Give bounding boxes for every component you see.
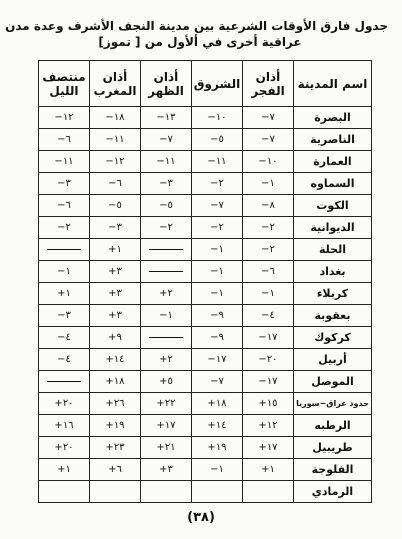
- dash-line: [47, 381, 81, 382]
- time-diff-cell: ١٧−: [243, 371, 294, 393]
- table-row: [39, 437, 372, 459]
- time-diff-cell: ٢٢+: [141, 393, 192, 415]
- time-diff-cell: ١−: [192, 283, 243, 305]
- time-diff-cell: ٣−: [90, 217, 141, 239]
- time-diff-cell: [39, 481, 90, 503]
- header-fajr: أذان الفجر: [243, 61, 294, 107]
- time-diff-cell: ٦+: [90, 459, 141, 481]
- time-diff-cell: ١٤+: [192, 415, 243, 437]
- table-row: [39, 481, 372, 503]
- time-diff-cell: ١−: [192, 261, 243, 283]
- time-diff-cell: ٧−: [192, 195, 243, 217]
- time-diff-cell: ٩−: [192, 305, 243, 327]
- time-diff-cell: ٢٦+: [90, 393, 141, 415]
- city-name-cell: الفلوجة: [294, 459, 372, 481]
- time-diff-cell: ٧−: [192, 371, 243, 393]
- time-diff-cell: ٧−: [243, 107, 294, 129]
- time-diff-cell: ٢−: [192, 173, 243, 195]
- table-row: [39, 459, 372, 481]
- table-row: [39, 107, 372, 129]
- time-diff-cell: ١٢+: [243, 415, 294, 437]
- time-diff-cell: ٣−: [39, 173, 90, 195]
- time-diff-cell: ٨−: [243, 195, 294, 217]
- time-diff-cell: ٢٠+: [39, 393, 90, 415]
- table-row: [39, 305, 372, 327]
- time-diff-cell: ٣+: [90, 305, 141, 327]
- time-diff-cell: ٤−: [39, 349, 90, 371]
- time-diff-cell: ١٠−: [192, 107, 243, 129]
- header-sunrise: الشروق: [192, 61, 243, 107]
- time-diff-cell: ٢٣+: [90, 437, 141, 459]
- time-diff-cell: ١−: [192, 459, 243, 481]
- time-diff-cell: ٧−: [243, 129, 294, 151]
- city-name-cell: الموصل: [294, 371, 372, 393]
- time-diff-cell: [141, 481, 192, 503]
- time-diff-cell: ٦−: [39, 195, 90, 217]
- dash-line: [47, 249, 81, 250]
- time-diff-cell: ١−: [141, 305, 192, 327]
- time-diff-cell: ١٧+: [243, 437, 294, 459]
- table-row: [39, 371, 372, 393]
- title-line-2: عراقية أخرى في ألأول من [ تموز]: [98, 35, 302, 49]
- time-diff-cell: ٢−: [243, 239, 294, 261]
- header-maghrib: أذان المغرب: [90, 61, 141, 107]
- time-diff-cell: [141, 261, 192, 283]
- time-diff-cell: ١+: [243, 459, 294, 481]
- time-diff-cell: ٢٠+: [39, 437, 90, 459]
- time-diff-cell: [39, 371, 90, 393]
- time-diff-cell: ٣+: [90, 283, 141, 305]
- city-name-cell: الكوت: [294, 195, 372, 217]
- city-name-cell: السماوه: [294, 173, 372, 195]
- table-row: [39, 129, 372, 151]
- time-diff-cell: ١٨−: [90, 107, 141, 129]
- time-diff-cell: ١+: [39, 459, 90, 481]
- table-row: [39, 151, 372, 173]
- time-diff-cell: ١٠−: [243, 151, 294, 173]
- prayer-time-difference-table: [38, 60, 372, 503]
- time-diff-cell: ١١−: [192, 151, 243, 173]
- time-diff-cell: ١٧−: [192, 349, 243, 371]
- table-row: [39, 195, 372, 217]
- header-city: اسم المدينة: [294, 61, 372, 107]
- time-diff-cell: ٢−: [192, 217, 243, 239]
- time-diff-cell: ٦−: [243, 261, 294, 283]
- time-diff-cell: ١−: [192, 239, 243, 261]
- time-diff-cell: ١٣−: [141, 107, 192, 129]
- time-diff-cell: ٤−: [243, 305, 294, 327]
- time-diff-cell: ٢+: [141, 283, 192, 305]
- time-diff-cell: ٥−: [141, 195, 192, 217]
- time-diff-cell: ٣+: [141, 459, 192, 481]
- time-diff-cell: ١−: [243, 283, 294, 305]
- time-diff-cell: ٣−: [141, 173, 192, 195]
- time-diff-cell: ٢−: [39, 217, 90, 239]
- time-diff-cell: ١٢−: [90, 151, 141, 173]
- header-midnight: منتصف الليل: [39, 61, 90, 107]
- time-diff-cell: ١٨+: [90, 371, 141, 393]
- time-diff-cell: [141, 327, 192, 349]
- time-diff-cell: ١١−: [90, 129, 141, 151]
- time-diff-cell: ٣−: [39, 305, 90, 327]
- city-name-cell: البصرة: [294, 107, 372, 129]
- table-row: [39, 415, 372, 437]
- city-name-cell: أربيل: [294, 349, 372, 371]
- header-dhuhr: أذان الظهر: [141, 61, 192, 107]
- table-row: [39, 393, 372, 415]
- time-diff-cell: ١٦+: [39, 415, 90, 437]
- time-diff-cell: ١٩+: [192, 437, 243, 459]
- time-diff-cell: ١١−: [141, 151, 192, 173]
- dash-line: [149, 249, 183, 250]
- dash-line: [149, 337, 183, 338]
- table-row: [39, 261, 372, 283]
- time-diff-cell: ٥−: [90, 195, 141, 217]
- city-name-cell: الناصرية: [294, 129, 372, 151]
- time-diff-cell: ٢−: [141, 217, 192, 239]
- table-row: [39, 283, 372, 305]
- city-name-cell: الحلة: [294, 239, 372, 261]
- table-header-row: [39, 61, 372, 107]
- time-diff-cell: ٩−: [192, 327, 243, 349]
- time-diff-cell: ٥−: [192, 129, 243, 151]
- time-diff-cell: [192, 481, 243, 503]
- time-diff-cell: ٩+: [90, 327, 141, 349]
- time-diff-cell: [243, 481, 294, 503]
- time-diff-cell: ٤−: [39, 327, 90, 349]
- time-diff-cell: ١+: [39, 283, 90, 305]
- time-diff-cell: ١٧+: [141, 415, 192, 437]
- city-name-cell: بعقوبة: [294, 305, 372, 327]
- time-diff-cell: ٢+: [141, 349, 192, 371]
- page-number: (٣٨): [187, 510, 215, 525]
- time-diff-cell: ٢١+: [141, 437, 192, 459]
- time-diff-cell: [90, 481, 141, 503]
- city-name-cell: كركوك: [294, 327, 372, 349]
- time-diff-cell: ١١−: [39, 151, 90, 173]
- title-line-1: جدول فارق الأوقات الشرعية بين مدينة النجف الأشرف وعدة مدن: [5, 19, 388, 33]
- city-name-cell: الرمادي: [294, 481, 372, 503]
- time-diff-cell: ١٨+: [192, 393, 243, 415]
- city-name-cell: حدود عراق−سوريا: [294, 393, 372, 415]
- table-row: [39, 327, 372, 349]
- table-body: [39, 107, 372, 503]
- city-name-cell: بغداد: [294, 261, 372, 283]
- city-name-cell: العمارة: [294, 151, 372, 173]
- time-diff-cell: ١−: [243, 173, 294, 195]
- time-diff-cell: ١+: [90, 239, 141, 261]
- dash-line: [149, 271, 183, 272]
- time-diff-cell: ٦−: [39, 129, 90, 151]
- table-row: [39, 349, 372, 371]
- table-row: [39, 239, 372, 261]
- time-diff-cell: ١٩+: [90, 415, 141, 437]
- time-diff-cell: ١٧−: [243, 327, 294, 349]
- time-diff-cell: ٥+: [141, 371, 192, 393]
- city-name-cell: طريبيل: [294, 437, 372, 459]
- time-diff-cell: ١٤+: [90, 349, 141, 371]
- time-diff-cell: ١٢−: [39, 107, 90, 129]
- time-diff-cell: ٢−: [243, 217, 294, 239]
- city-name-cell: الديوانية: [294, 217, 372, 239]
- time-diff-cell: ٦−: [90, 173, 141, 195]
- time-diff-cell: ١−: [39, 261, 90, 283]
- city-name-cell: الرطبه: [294, 415, 372, 437]
- time-diff-cell: ٣+: [90, 261, 141, 283]
- document-title: [5, 18, 388, 50]
- city-name-cell: كربلاء: [294, 283, 372, 305]
- time-diff-cell: ٧−: [141, 129, 192, 151]
- time-diff-cell: [39, 239, 90, 261]
- time-diff-cell: ١٥+: [243, 393, 294, 415]
- time-diff-cell: [141, 239, 192, 261]
- table-row: [39, 173, 372, 195]
- table-row: [39, 217, 372, 239]
- time-diff-cell: ٢٠−: [243, 349, 294, 371]
